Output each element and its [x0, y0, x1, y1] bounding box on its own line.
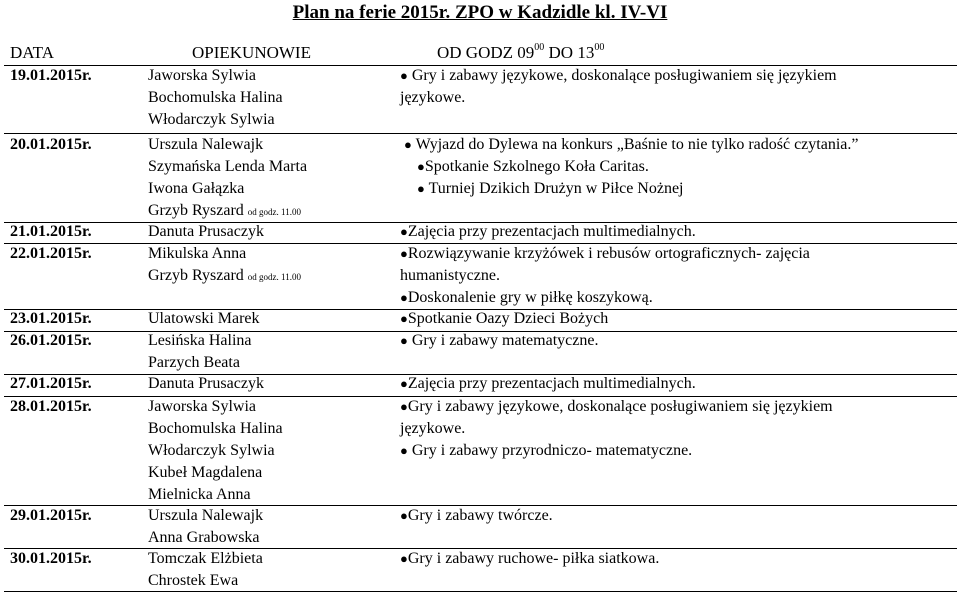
row-date: 21.01.2015r.	[10, 223, 92, 240]
activity-item: ●Zajęcia przy prezentacjach multimedialnych.	[400, 223, 696, 240]
header-guardians: OPIEKUNOWIE	[192, 43, 311, 62]
bullet-icon: ●	[400, 376, 408, 391]
header-hours: OD GODZ $09^{00}$ DO $13^{00}$	[437, 42, 605, 62]
row-guardians	[148, 548, 263, 592]
divider	[4, 591, 957, 592]
row-guardians	[148, 330, 252, 374]
guardian-name: Urszula Nalewajk	[148, 507, 264, 524]
row-activities	[400, 548, 952, 570]
bullet-icon: ●	[400, 224, 408, 239]
row-activities	[400, 65, 952, 109]
row-date: 27.01.2015r.	[10, 375, 92, 392]
guardian-name: Jaworska Sylwia	[148, 67, 256, 84]
activity-item: ●Gry i zabawy językowe, doskonalące posługiwaniem się językiem	[400, 398, 833, 415]
guardian-name: Włodarczyk Sylwia	[148, 111, 275, 128]
guardian-name: Bochomulska Halina	[148, 420, 283, 437]
row-date: 23.01.2015r.	[10, 310, 92, 327]
row-activities	[400, 505, 952, 527]
guardian-name: Mielnicka Anna	[148, 486, 251, 503]
row-guardians	[148, 396, 283, 506]
activity-item: ●Zajęcia przy prezentacjach multimedialnych.	[400, 375, 696, 392]
time-note: od godz. 11.00	[247, 272, 301, 282]
activity-item: ●Rozwiązywanie krzyżówek i rebusów ortograficznych- zajęcia	[400, 245, 810, 262]
bullet-icon: ●	[400, 333, 408, 348]
guardian-name: Parzych Beata	[148, 354, 240, 371]
bullet-icon: ●	[417, 181, 425, 196]
row-date: 19.01.2015r.	[10, 67, 92, 84]
row-date: 30.01.2015r.	[10, 550, 92, 567]
guardian-name: Grzyb Ryszard od godz. 11.00	[148, 202, 301, 219]
header-date: DATA	[10, 43, 54, 62]
row-date: 29.01.2015r.	[10, 507, 92, 524]
guardian-name: Jaworska Sylwia	[148, 398, 256, 415]
row-date: 22.01.2015r.	[10, 245, 92, 262]
row-activities	[400, 396, 952, 462]
guardian-name: Lesińska Halina	[148, 332, 252, 349]
row-activities	[400, 330, 952, 352]
guardian-name: Włodarczyk Sylwia	[148, 442, 275, 459]
activity-continuation: humanistyczne.	[400, 267, 500, 284]
bullet-icon: ●	[400, 443, 408, 458]
activity-item: ● Gry i zabawy przyrodniczo- matematyczne.	[400, 442, 693, 459]
row-activities	[400, 243, 952, 309]
activity-item: ●Gry i zabawy twórcze.	[400, 507, 553, 524]
activity-continuation: językowe.	[400, 420, 466, 437]
guardian-name: Szymańska Lenda Marta	[148, 158, 308, 175]
bullet-icon: ●	[400, 290, 408, 305]
time-note: od godz. 11.00	[247, 207, 301, 217]
row-activities	[400, 308, 952, 330]
guardian-name: Chrostek Ewa	[148, 572, 239, 589]
guardian-name: Urszula Nalewajk	[148, 136, 264, 153]
row-date: 28.01.2015r.	[10, 398, 92, 415]
guardian-name: Iwona Gałązka	[148, 180, 245, 197]
guardian-name: Danuta Prusaczyk	[148, 223, 264, 240]
guardian-name: Kubeł Magdalena	[148, 464, 263, 481]
row-guardians	[148, 243, 301, 288]
row-guardians	[148, 505, 263, 549]
bullet-icon: ●	[400, 551, 408, 566]
guardian-name: Danuta Prusaczyk	[148, 375, 264, 392]
activity-item: ● Gry i zabawy językowe, doskonalące posługiwaniem się językiem	[400, 67, 837, 84]
row-activities	[400, 134, 952, 200]
bullet-icon: ●	[400, 311, 408, 326]
guardian-name: Ulatowski Marek	[148, 310, 260, 327]
activity-continuation: językowe.	[400, 89, 466, 106]
activity-item: ● Turniej Dzikich Drużyn w Piłce Nożnej	[417, 180, 684, 197]
guardian-name: Mikulska Anna	[148, 245, 247, 262]
bullet-icon: ●	[400, 399, 408, 414]
bullet-icon: ●	[404, 137, 412, 152]
activity-item: ●Doskonalenie gry w piłkę koszykową.	[400, 289, 653, 306]
row-date: 26.01.2015r.	[10, 332, 92, 349]
row-guardians	[148, 373, 264, 395]
page-title: Plan na ferie 2015r. ZPO w Kadzidle kl. IV-VI	[292, 2, 668, 23]
guardian-name: Anna Grabowska	[148, 529, 260, 546]
row-guardians	[148, 65, 283, 131]
row-guardians	[148, 308, 260, 330]
guardian-name: Bochomulska Halina	[148, 89, 283, 106]
bullet-icon: ●	[400, 246, 408, 261]
activity-item: ●Spotkanie Oazy Dzieci Bożych	[400, 310, 609, 327]
row-guardians	[148, 221, 264, 243]
row-date: 20.01.2015r.	[10, 136, 92, 153]
guardian-name: Tomczak Elżbieta	[148, 550, 263, 567]
activity-item: ●Spotkanie Szkolnego Koła Caritas.	[417, 158, 649, 175]
row-activities	[400, 221, 952, 243]
activity-item: ●Gry i zabawy ruchowe- piłka siatkowa.	[400, 550, 660, 567]
guardian-name: Grzyb Ryszard od godz. 11.00	[148, 267, 301, 284]
bullet-icon: ●	[417, 159, 425, 174]
activity-item: ● Wyjazd do Dylewa na konkurs „Baśnie to nie tylko radość czytania.”	[404, 136, 859, 153]
row-guardians	[148, 134, 307, 223]
bullet-icon: ●	[400, 68, 408, 83]
bullet-icon: ●	[400, 508, 408, 523]
row-activities	[400, 373, 952, 395]
activity-item: ● Gry i zabawy matematyczne.	[400, 332, 599, 349]
